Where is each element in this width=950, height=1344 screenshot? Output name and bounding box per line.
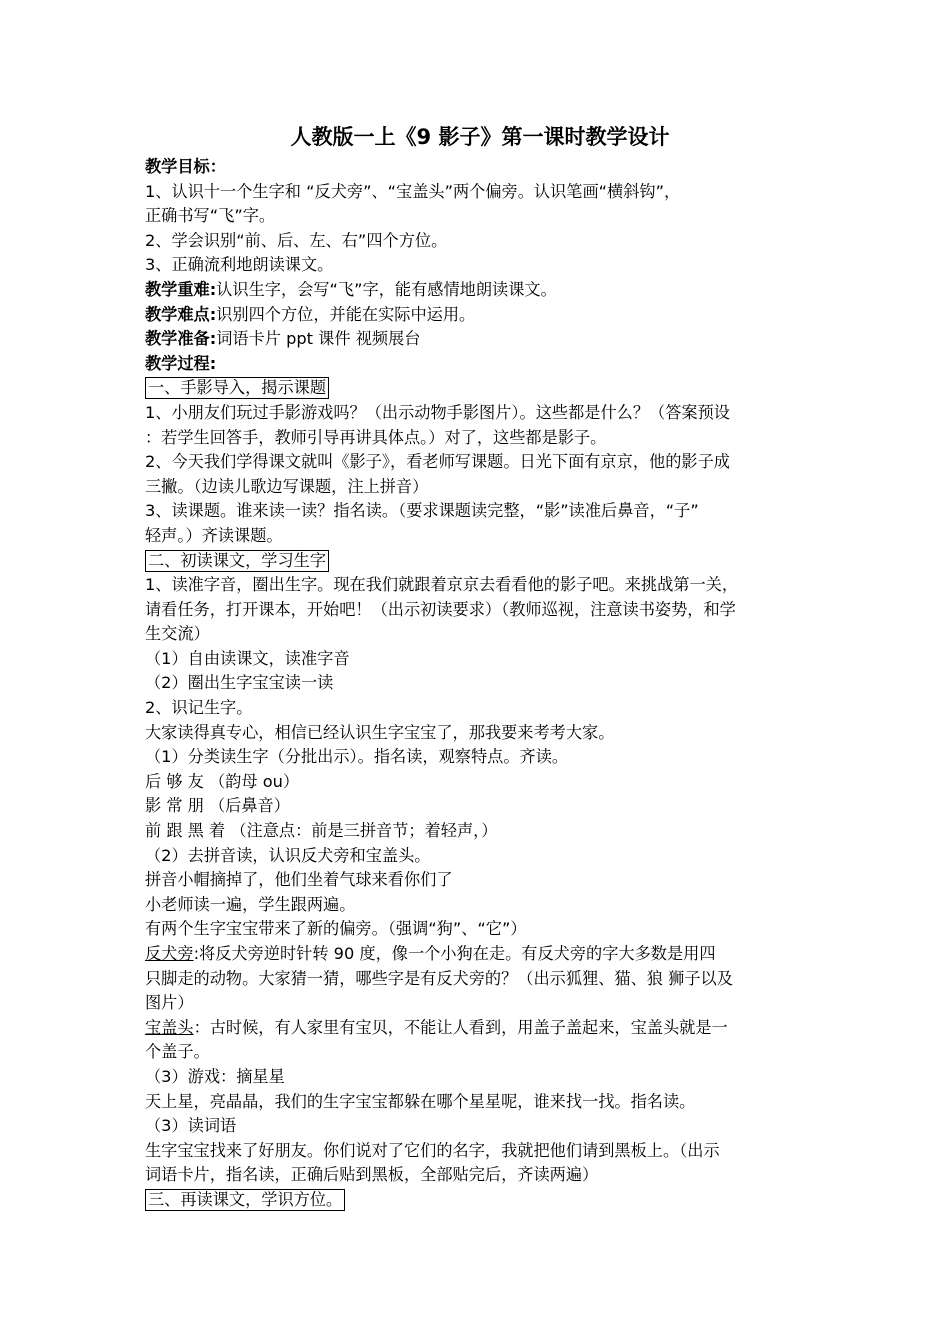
s2-item-1-line-2: 请看任务，打开课本，开始吧！（出示初读要求）（教师巡视，注意读书姿势，和学 [145, 599, 736, 619]
goal-3: 3、正确流利地朗读课文。 [145, 255, 334, 275]
goals-heading: 教学目标： [145, 157, 226, 176]
difficult-points-text: 识别四个方位，并能在实际中运用。 [216, 304, 476, 324]
s2-item-1a: （1）自由读课文，读准字音 [145, 648, 350, 668]
s2-item-2-2b: 小老师读一遍，学生跟两遍。 [145, 894, 356, 914]
s2-item-1-line-1: 1、读准字音，圈出生字。现在我们就跟着京京去看看他的影子吧。来挑战第一关， [145, 575, 739, 595]
radical-bao-label: 宝盖头 [145, 1017, 194, 1037]
section-1-row [145, 376, 815, 401]
document-body [145, 121, 815, 1213]
key-points-text: 认识生字，会写“飞”字，能有感情地朗读课文。 [216, 279, 557, 299]
s2-game-text: 天上星，亮晶晶，我们的生字宝宝都躲在哪个星星呢，谁来找一找。指名读。 [145, 1091, 696, 1111]
s2-item-2-2: （2）去拼音读，认识反犬旁和宝盖头。 [145, 845, 431, 865]
s2-item-2-1: （1）分类读生字（分批出示）。指名读，观察特点。齐读。 [145, 747, 569, 767]
radical-bao-line-2: 个盖子。 [145, 1042, 210, 1062]
s1-item-3-line-1: 3、读课题。谁来读一读？指名读。（要求课题读完整，“影”读准后鼻音，“子” [145, 501, 699, 521]
s1-item-1-line-1: 1、小朋友们玩过手影游戏吗？（出示动物手影图片）。这些都是什么？（答案预设 [145, 402, 730, 422]
s2-item-1b: （2）圈出生字宝宝读一读 [145, 673, 334, 693]
goal-2: 2、学会识别“前、后、左、右”四个方位。 [145, 230, 448, 250]
radical-quan-line-1 [145, 942, 815, 967]
document-title: 人教版一上《9 影子》第一课时教学设计 [290, 125, 670, 149]
s1-item-1-line-2: ：若学生回答手，教师引导再讲具体点。）对了，这些都是影子。 [145, 427, 607, 447]
s2-item-2: 2、识记生字。 [145, 698, 253, 718]
goal-1-line-1: 1、认识十一个生字和 “反犬旁”、“宝盖头”两个偏旁。认识笔画“横斜钩”， [145, 181, 681, 201]
radical-quan-line-3: 图片） [145, 993, 194, 1013]
preparation-text: 词语卡片 ppt 课件 视频展台 [216, 329, 421, 349]
char-group-2: 影 常 朋 （后鼻音） [145, 796, 290, 816]
s1-item-2-line-2: 三撇。（边读儿歌边写课题，注上拼音） [145, 476, 429, 496]
radical-bao-line-1 [145, 1016, 815, 1041]
section-1-heading: 一、手影导入，揭示课题 [145, 377, 329, 399]
s1-item-3-line-2: 轻声。）齐读课题。 [145, 525, 283, 545]
difficult-points [145, 303, 815, 328]
process-heading: 教学过程: [145, 353, 217, 373]
radical-quan-text: :将反犬旁逆时针转 90 度，像一个小狗在走。有反犬旁的字大多数是用四 [193, 944, 716, 963]
s2-item-2-2c: 有两个生字宝宝带来了新的偏旁。（强调“狗”、“它”） [145, 919, 527, 939]
s2-game-heading: （3）游戏：摘星星 [145, 1066, 285, 1086]
key-points-label: 教学重难: [145, 279, 217, 299]
goal-1-line-2: 正确书写“飞”字。 [145, 206, 276, 226]
char-group-3: 前 跟 黑 着 （注意点：前是三拼音节；着轻声，） [145, 821, 498, 841]
key-points [145, 278, 815, 303]
char-group-1: 后 够 友 （韵母 ou） [145, 771, 300, 791]
section-2-heading: 二、初读课文，学习生字 [145, 550, 329, 572]
s2-item-2-intro: 大家读得真专心，相信已经认识生字宝宝了，那我要来考考大家。 [145, 722, 615, 742]
section-2-row [145, 549, 815, 574]
s2-item-2-2a: 拼音小帽摘掉了，他们坐着气球来看你们了 [145, 870, 453, 890]
radical-bao-text: ：古时候，有人家里有宝贝，不能让人看到，用盖子盖起来，宝盖头就是一 [193, 1017, 728, 1037]
s2-words-line-2: 词语卡片，指名读，正确后贴到黑板，全部贴完后，齐读两遍） [145, 1165, 599, 1185]
difficult-points-label: 教学难点: [145, 304, 217, 324]
s1-item-2-line-1: 2、今天我们学得课文就叫《影子》，看老师写课题。日光下面有京京，他的影子成 [145, 452, 730, 472]
section-3-row [145, 1188, 815, 1213]
s2-words-heading: （3）读词语 [145, 1116, 237, 1136]
preparation-label: 教学准备: [145, 329, 217, 349]
radical-quan-label: 反犬旁 [145, 944, 194, 963]
radical-quan-line-2: 只脚走的动物。大家猜一猜，哪些字是有反犬旁的？（出示狐狸、猫、狼 狮子以及 [145, 968, 733, 988]
preparation [145, 327, 815, 352]
s2-item-1-line-3: 生交流） [145, 624, 210, 644]
section-3-heading: 三、再读课文，学识方位。 [145, 1189, 345, 1211]
s2-words-line-1: 生字宝宝找来了好朋友。你们说对了它们的名字，我就把他们请到黑板上。（出示 [145, 1140, 720, 1160]
